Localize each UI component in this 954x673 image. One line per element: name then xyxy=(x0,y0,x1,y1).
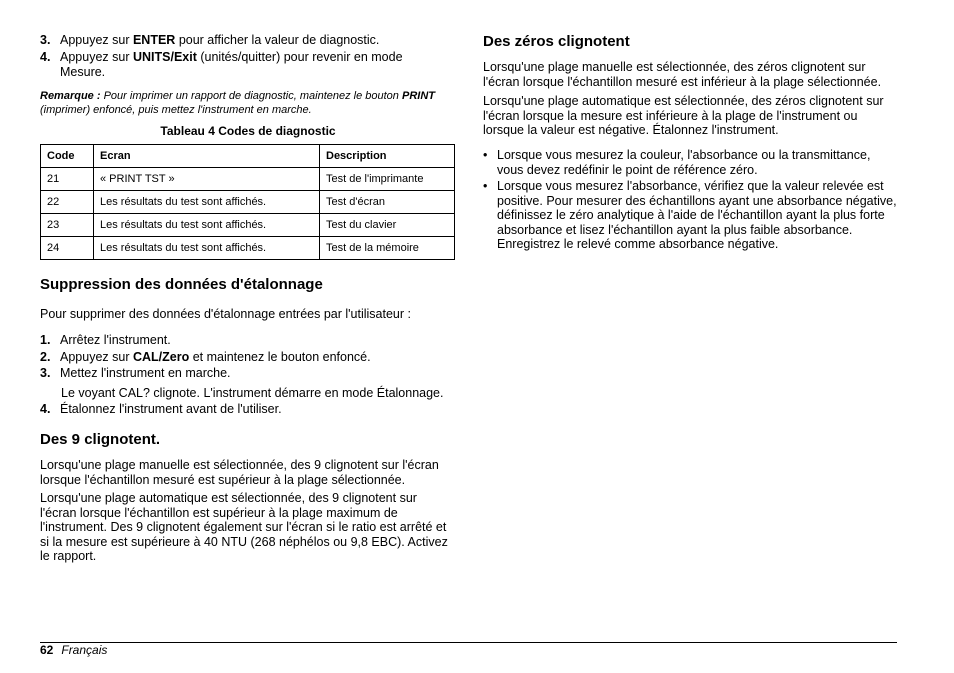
bullet-text: Lorsque vous mesurez la couleur, l'absorbance ou la transmittance, vous devez redéfinir le point de référence zéro. xyxy=(497,148,871,177)
step-text: Mettez l'instrument en marche. xyxy=(60,366,231,380)
step-number: 3. xyxy=(40,33,51,47)
section-intro: Pour supprimer des données d'étalonnage entrées par l'utilisateur : xyxy=(40,307,411,321)
table-row xyxy=(41,237,455,260)
footer-language: Français xyxy=(61,643,108,657)
cell-code: 22 xyxy=(41,191,94,214)
step-text: pour afficher la valeur de diagnostic. xyxy=(175,33,380,47)
cell-description: Test d'écran xyxy=(320,191,455,214)
bullet-marker: • xyxy=(483,179,488,193)
cell-description: Test de la mémoire xyxy=(320,237,455,260)
step-text: Appuyez sur xyxy=(60,33,133,47)
page-number: 62 xyxy=(40,643,54,657)
note-text: (imprimer) enfoncé, puis mettez l'instrument en marche. xyxy=(40,103,312,116)
header-description: Description xyxy=(320,145,455,168)
cell-code: 23 xyxy=(41,214,94,237)
bullet-marker: • xyxy=(483,148,488,162)
table-caption: Tableau 4 Codes de diagnostic xyxy=(160,124,336,138)
table-row xyxy=(41,214,455,237)
step-number: 4. xyxy=(40,50,51,64)
step-4-top xyxy=(40,50,420,79)
cell-ecran: Les résultats du test sont affichés. xyxy=(94,191,320,214)
cell-description: Test de l'imprimante xyxy=(320,168,455,191)
section-title-suppression: Suppression des données d'étalonnage xyxy=(40,276,323,293)
cell-description: Test du clavier xyxy=(320,214,455,237)
paragraph: Lorsqu'une plage automatique est sélectionnée, des zéros clignotent sur l'écran lorsque la mesure est inférieure à la plage de l'instrument ou lorsque la valeur est négative. Étalonnez l'instrument. xyxy=(483,94,884,138)
note-label: Remarque : xyxy=(40,90,101,102)
step-2 xyxy=(40,350,456,365)
paragraph: Lorsqu'une plage manuelle est sélectionnée, des zéros clignotent sur l'écran lorsque l'échantillon mesuré est inférieur à la plage sélectionnée. xyxy=(483,60,882,89)
table-header-row xyxy=(41,145,455,168)
step-text: Étalonnez l'instrument avant de l'utiliser. xyxy=(60,402,282,416)
step-keyword: UNITS/Exit xyxy=(132,50,197,64)
cell-ecran: « PRINT TST » xyxy=(94,168,320,191)
step-number: 1. xyxy=(40,333,51,347)
step-3 xyxy=(40,366,456,381)
bullet-text: Lorsque vous mesurez l'absorbance, vérifiez que la valeur relevée est positive. Pour mesurer des échantillons ayant une absorbance négative, définissez le zéro analytique à l'aide de l'échantillon ayant la plus forte absorbance et lisez l'échantillon ayant la plus faible absorbance. Enregistrez le relevé comme absorbance négative. xyxy=(497,179,897,252)
step-text: (unités/quitter) pour revenir en mode Mesure. xyxy=(60,50,403,79)
step-1 xyxy=(40,333,456,348)
footer xyxy=(40,643,107,657)
footer-divider xyxy=(40,642,897,643)
step-number: 3. xyxy=(40,366,51,380)
bullet-item xyxy=(483,179,897,252)
note-keyword: PRINT xyxy=(401,90,435,102)
step-4 xyxy=(40,402,456,417)
header-ecran: Ecran xyxy=(94,145,320,168)
step-number: 2. xyxy=(40,350,51,364)
note-text: Pour imprimer un rapport de diagnostic, maintenez le bouton xyxy=(100,90,402,102)
step-3-top xyxy=(40,33,456,48)
note xyxy=(40,90,450,117)
header-code: Code xyxy=(41,145,94,168)
step-keyword: ENTER xyxy=(132,33,176,47)
paragraph: Lorsqu'une plage automatique est sélectionnée, des 9 clignotent sur l'écran lorsque l'échantillon est supérieur à la plage maximum de l'instrument. Des 9 clignotent également sur l'écran si le ratio est arrêté et si la mesure est supérieure à 40 NTU (268 néphélos ou 9,8 EBC). Activez le rapport. xyxy=(40,491,448,564)
table-row xyxy=(41,168,455,191)
cell-code: 24 xyxy=(41,237,94,260)
step-text: Arrêtez l'instrument. xyxy=(60,333,171,347)
diagnostic-table xyxy=(40,144,455,260)
section-title-9-clignotent: Des 9 clignotent. xyxy=(40,431,161,448)
step-text: et maintenez le bouton enfoncé. xyxy=(189,350,371,364)
step-keyword: CAL/Zero xyxy=(132,350,190,364)
step-text: Appuyez sur xyxy=(60,50,133,64)
cell-ecran: Les résultats du test sont affichés. xyxy=(94,214,320,237)
paragraph: Lorsqu'une plage manuelle est sélectionnée, des 9 clignotent sur l'écran lorsque l'échantillon mesuré est supérieur à la plage sélectionnée. xyxy=(40,458,439,487)
step-text: Appuyez sur xyxy=(60,350,133,364)
table-row xyxy=(41,191,455,214)
section-title-zeros: Des zéros clignotent xyxy=(483,33,630,50)
cell-ecran: Les résultats du test sont affichés. xyxy=(94,237,320,260)
cell-code: 21 xyxy=(41,168,94,191)
step-3-result: Le voyant CAL? clignote. L'instrument démarre en mode Étalonnage. xyxy=(61,386,444,400)
step-number: 4. xyxy=(40,402,51,416)
bullet-item xyxy=(483,148,897,177)
